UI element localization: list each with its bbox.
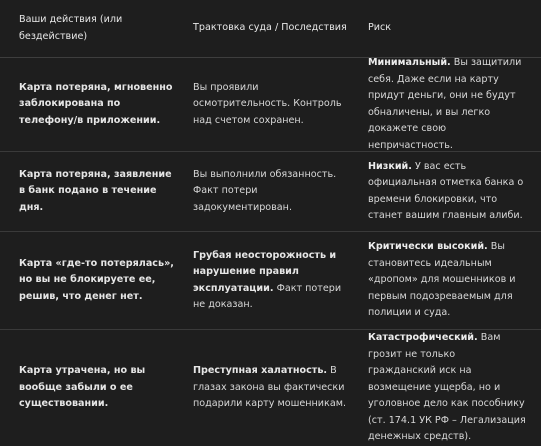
consequence-bold: Преступная халатность. (193, 365, 328, 377)
risk-level: Критически высокий. (368, 241, 488, 253)
row-action: Карта потеряна, мгновенно заблокирована по телефону/в приложении. (19, 81, 173, 126)
table-row (0, 58, 541, 152)
table-row (0, 152, 541, 232)
risk-level: Катастрофический. (368, 332, 478, 344)
row-consequence (193, 363, 355, 413)
risk-text: Вы защитили себя. Даже если на карту придут деньги, они не будут обналичены, и вы легко докажете свою непричастность. (368, 57, 522, 151)
row-consequence (193, 167, 355, 217)
header-consequence: Трактовка суда / Последствия (193, 22, 347, 34)
table-row (0, 330, 541, 446)
header-risk: Риск (368, 22, 392, 34)
row-consequence (193, 80, 355, 130)
row-action: Карта «где-то потерялась», но вы не блокируете ее, решив, что денег нет. (19, 257, 174, 302)
row-action: Карта потеряна, заявление в банк подано в течение дня. (19, 168, 172, 213)
row-consequence (193, 248, 355, 314)
table-header (0, 0, 541, 58)
header-action: Ваши действия (или бездействие) (19, 14, 123, 42)
row-risk (368, 330, 526, 446)
consequence-text: В глазах закона вы фактически подарили карту мошенникам. (193, 365, 347, 410)
consequence-text: Факт потери не доказан. (193, 282, 342, 310)
table-row (0, 232, 541, 330)
consequence-text: Вы проявили осмотрительность. Контроль над счетом сохранен. (193, 81, 342, 126)
row-risk (368, 239, 526, 322)
risk-text: У вас есть официальная отметка банка о времени блокировки, что станет вашим главным алиби. (368, 160, 524, 221)
risk-level: Низкий. (368, 160, 412, 172)
row-risk (368, 55, 526, 154)
row-risk (368, 159, 526, 225)
consequence-text: Вы выполнили обязанность. Факт потери задокументирован. (193, 168, 337, 213)
risk-text: Вам грозит не только гражданский иск на возмещение ущерба, но и уголовное дело как пособнику (ст. 174.1 УК РФ – Легализация денежных средств). (368, 332, 526, 443)
risk-text: Вы становитесь идеальным «дропом» для мошенников и первым подозреваемым для полиции и суда. (368, 241, 516, 319)
risk-level: Минимальный. (368, 57, 451, 68)
row-action: Карта утрачена, но вы вообще забыли о ее существовании. (19, 365, 146, 410)
consequence-bold: Грубая неосторожность и нарушение правил эксплуатации. (193, 249, 337, 294)
